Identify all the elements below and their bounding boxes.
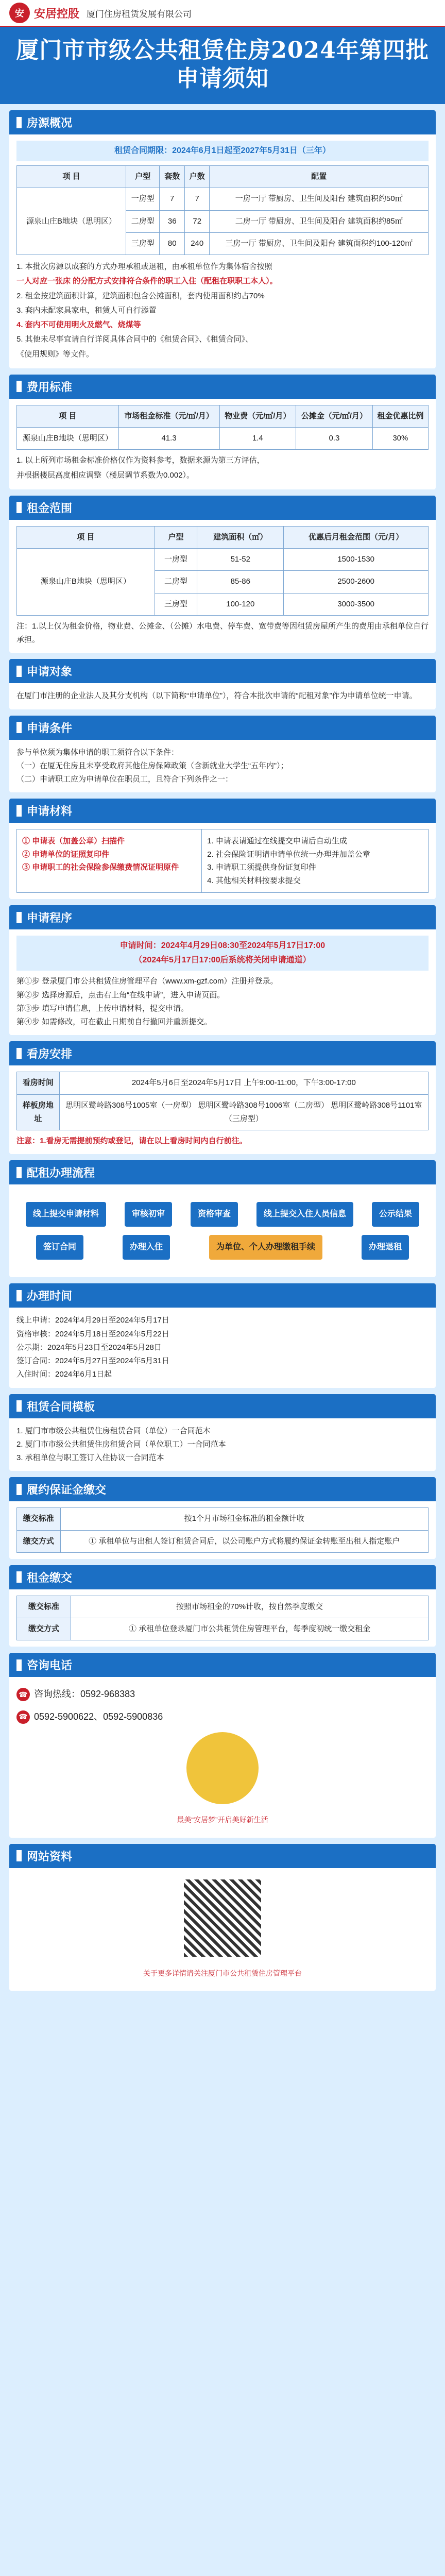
section-contact: 咨询电话 ☎ 咨询热线：0592-968383 ☎ 0592-5900622、0592-5900836 最美“安居梦”开启美好新生活 bbox=[9, 1653, 436, 1838]
section-title: 房源概况 bbox=[27, 116, 73, 129]
section-marker-icon bbox=[16, 912, 22, 923]
section-marker-icon bbox=[16, 1659, 22, 1671]
qr-code-icon[interactable] bbox=[184, 1879, 261, 1957]
section-marker-icon bbox=[16, 1484, 22, 1495]
section-overview bbox=[9, 110, 436, 368]
company-logo-icon: 安 bbox=[9, 3, 30, 23]
section-deposit: 履约保证金缴交 缴交标准 按1个月市场租金标准的租金额计收 缴交方式 ① 承租单位与出租人签订租赁合同后，以公司账户方式将履约保证金转账至出租人指定账户 bbox=[9, 1477, 436, 1559]
section-viewing: 看房安排 看房时间 2024年5月6日至2024年5月17日 上午9:00-11:00，下午3:00-17:00 样板房地址 思明区鹭岭路308号1005室（一房型） 思明区鹭岭路308号1006室（二房型） 思明区鹭岭路308号1101室（三房型） 注意：1.看房无需提前预约或登记，请在以上看房时间内自行前往。 bbox=[9, 1041, 436, 1154]
section-marker-icon bbox=[16, 381, 22, 392]
section-marker-icon bbox=[16, 1167, 22, 1178]
header-bar bbox=[0, 0, 445, 27]
section-marker-icon bbox=[16, 1400, 22, 1412]
phone-icon: ☎ bbox=[16, 1688, 30, 1701]
overview-notes: 1. 本批次房源以成套的方式办理承租或退租，由承租单位作为集体宿舍按照 一人对应一张床 的分配方式安排符合条件的职工入住（配租在职职工本人）。 2. 租金按建筑面积计算，建筑面积包含公摊面积，套内使用面积约占70% 3. 套内未配家具家电，租赁人可自行添置 4. 套内不可使用明火及燃气、烧煤等 5. 其他未尽事宜请自行详阅具体合同中的《租赁合同》、《租赁合同》、 《使用规则》等文件。 bbox=[16, 262, 278, 359]
section-marker-icon bbox=[16, 805, 22, 817]
section-marker-icon bbox=[16, 1290, 22, 1301]
mascot-illustration bbox=[186, 1732, 259, 1804]
section-marker-icon bbox=[16, 1571, 22, 1583]
phone-icon: ☎ bbox=[16, 1710, 30, 1724]
section-contract: 租赁合同模板 1. 厦门市市级公共租赁住房租赁合同（单位）一合同范本 2. 厦门市市级公共租赁住房租赁合同（单位职工）一合同范本 3. 承租单位与职工签订入住协议一合同范本 bbox=[9, 1394, 436, 1471]
section-procedure: 申请程序 申请时间：2024年4月29日08:30至2024年5月17日17:00 （2024年5月17日17:00后系统将关闭申请通道） 第①步 登录厦门市公共租赁住房管理平台（www.xm-gzf.com）注册并登录。 第②步 选择房源后，点击右上角“在线申请”，进入申请页面。 第③步 填写申请信息，上传申请材料，提交申请。 第④步 如需修改，可在截止日期前自行撤回并重新提交。 bbox=[9, 905, 436, 1035]
section-marker-icon bbox=[16, 1048, 22, 1059]
section-payment: 租金缴交 缴交标准 按照市场租金的70%计收，按自然季度缴交 缴交方式 ① 承租单位登录厦门市公共租赁住房管理平台，每季度初统一缴交租金 bbox=[9, 1565, 436, 1647]
section-marker-icon bbox=[16, 1850, 22, 1861]
section-conditions: 申请条件 参与单位须为集体申请的职工须符合以下条件： （一）在厦无住房且未享受政府其他住房保障政策（含新就业大学生“五年内”）； （二）申请职工应为申请单位在职员工，且符合下列条件之一： bbox=[9, 716, 436, 793]
section-rent: 租金范围 项 目 户型 建筑面积（㎡） 优惠后月租金范围（元/月） 源泉山庄B地块（思明区） 一房型 51-52 1500-1530 二房型 85-86 2500-2600 三房型 100-120 3000-3500 注：1.以上仅为租金价格，物业费、公摊金、（公摊）水电费、停车费、宽带费等因租赁房屋所产生的费用由承租单位自行承担。 bbox=[9, 496, 436, 653]
section-materials: 申请材料 ① 申请表（加盖公章）扫描件 ② 申请单位的证照复印件 ③ 申请职工的社会保险参保缴费情况证明原件 1. 申请表请通过在线提交申请后自动生成 2. 社会保险证明请申请单位统一办理并加盖公章 3. 申请职工须提供身份证复印件 4. 其他相关材料按要求提交 bbox=[9, 799, 436, 899]
hero-banner bbox=[0, 27, 445, 104]
overview-table: 项 目 户型 套数 户数 配置 源泉山庄B地块（思明区） 一房型 7 7 一房一厅 带厨房、卫生间及阳台 建筑面积约50㎡ 二房型 36 72 二房一厅 带厨房、卫生间及阳台 建筑面积约85㎡ 三房型 80 240 三房一厅 带厨房、卫生间及阳台 建筑面积约100-120㎡ bbox=[16, 165, 429, 255]
section-marker-icon bbox=[16, 722, 22, 733]
company-name: 厦门住房租赁发展有限公司 bbox=[87, 9, 192, 19]
fees-table: 项 目 市场租金标准（元/㎡/月） 物业费（元/㎡/月） 公摊金（元/㎡/月） 租金优惠比例 源泉山庄B地块（思明区） 41.3 1.4 0.3 30% bbox=[16, 405, 429, 450]
company-logo-text: 安居控股 bbox=[34, 7, 80, 20]
section-schedule: 办理时间 线上申请：2024年4月29日至2024年5月17日 资格审核：2024年5月18日至2024年5月22日 公示期：2024年5月23日至2024年5月28日 签订合同：2024年5月27日至2024年5月31日 入住时间：2024年6月1日起 bbox=[9, 1283, 436, 1387]
rent-table: 项 目 户型 建筑面积（㎡） 优惠后月租金范围（元/月） 源泉山庄B地块（思明区） 一房型 51-52 1500-1530 二房型 85-86 2500-2600 三房型 100-120 3000-3500 bbox=[16, 526, 429, 616]
section-website: 网站资料 关于更多详情请关注厦门市公共租赁住房管理平台 bbox=[9, 1844, 436, 1991]
section-flow: 配租办理流程 线上提交申请材料 审核初审 资格审查 线上提交入住人员信息 公示结果 签订合同 办理入住 为单位、个人办理缴租手续 办理退租 bbox=[9, 1160, 436, 1277]
section-marker-icon bbox=[16, 117, 22, 128]
project-name: 源泉山庄B地块（思明区） bbox=[17, 188, 126, 255]
page-title: 厦门市市级公共租赁住房2024年第四批 申请须知 bbox=[16, 37, 429, 92]
section-target: 申请对象 在厦门市注册的企业法人及其分支机构（以下简称“申请单位”），符合本批次申请的“配租对象”作为申请单位统一申请。 bbox=[9, 659, 436, 709]
lease-period: 租赁合同期限：2024年6月1日起至2027年5月31日（三年） bbox=[16, 141, 429, 161]
section-fees: 费用标准 项 目 市场租金标准（元/㎡/月） 物业费（元/㎡/月） 公摊金（元/㎡/月） 租金优惠比例 源泉山庄B地块（思明区） 41.3 1.4 0.3 30% 1. 以上所列市场租金标准价格仅作为资料参考，数据来源为第三方评估， 并根据楼层高度相应调整（楼层调节系数为0.002）。 bbox=[9, 375, 436, 489]
section-marker-icon bbox=[16, 666, 22, 677]
section-marker-icon bbox=[16, 502, 22, 513]
